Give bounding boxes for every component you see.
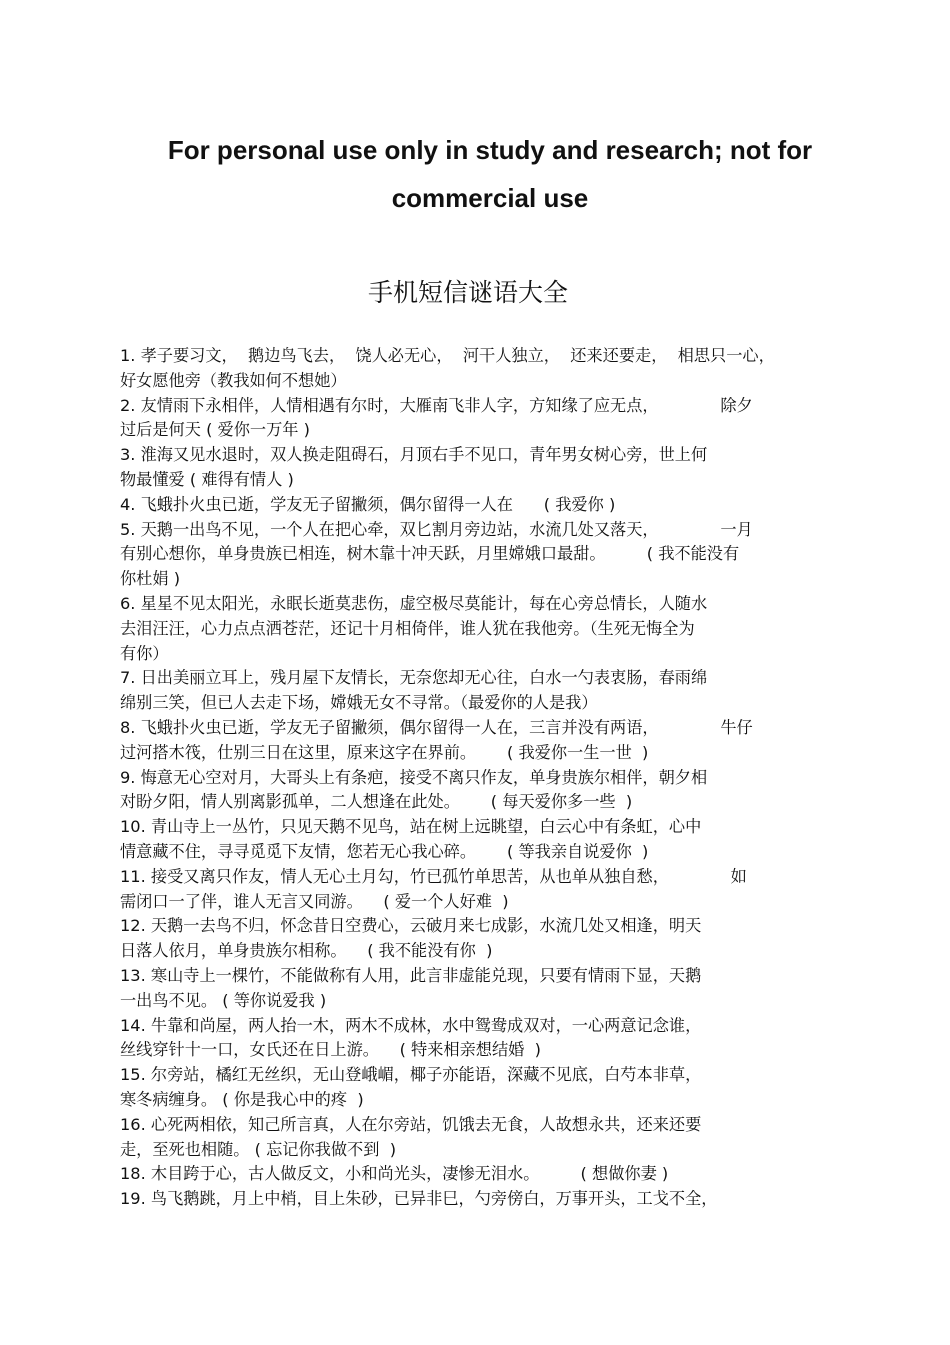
- riddle-entry: [120, 518, 810, 592]
- riddle-entry: [120, 1113, 810, 1163]
- riddle-line: 过后是何天 ( 爱你一万年 ): [120, 420, 310, 440]
- riddle-line: 16. 心死两相依，知己所言真，人在尔旁站，饥饿去无食，人故想永共，还来还要: [120, 1114, 702, 1134]
- riddle-entry: [120, 1187, 810, 1212]
- riddle-entry: [120, 394, 810, 444]
- riddle-line: 13. 寒山寺上一棵竹，不能做称有人用，此言非虚能兑现，只要有情雨下显，天鹅: [120, 965, 702, 985]
- riddle-line: 绵别三笑，但已人去走下场，嫦娥无女不寻常。（最爱你的人是我）: [120, 693, 598, 713]
- riddle-entry: [120, 865, 810, 915]
- riddle-entry: [120, 964, 810, 1014]
- riddle-line: 过河搭木筏，仕别三日在这里，原来这字在界前。 ( 我爱你一生一世 ): [120, 742, 649, 762]
- riddle-line: 有别心想你，单身贵族已相连，树木靠十冲天跃，月里嫦娥口最甜。 ( 我不能没有: [120, 544, 740, 564]
- riddle-line: 情意藏不住，寻寻觅觅下友情，您若无心我心碎。 ( 等我亲自说爱你 ): [120, 841, 649, 861]
- riddle-line: 寒冬病缠身。 ( 你是我心中的疼 ): [120, 1089, 364, 1109]
- riddle-line: 10. 青山寺上一丛竹，只见天鹅不见鸟，站在树上远眺望，白云心中有条虹，心中: [120, 817, 702, 837]
- page-title: 手机短信谜语大全: [367, 278, 568, 307]
- riddle-entry: [120, 815, 810, 865]
- riddle-line: 19. 鸟飞鹅跳，月上中梢，目上朱砂，已异非巳，勺旁傍白，万事开头，工戈不全，: [120, 1189, 718, 1209]
- riddle-line: 1. 孝子要习文， 鹅边鸟飞去， 饶人必无心， 河干人独立， 还来还要走， 相思只一心，: [120, 346, 775, 365]
- riddle-line: 15. 尔旁站，橘红无丝织，无山登峨嵋，椰子亦能语，深藏不见底，白芍本非草，: [120, 1065, 702, 1085]
- riddle-entry: [120, 493, 810, 518]
- riddle-line: 3. 淮海又见水退时，双人换走阻碍石，月顶右手不见口，青年男女树心旁，世上何: [120, 445, 708, 465]
- riddle-entry: [120, 592, 810, 666]
- riddle-entry: [120, 344, 810, 394]
- riddle-line: 丝线穿针十一口，女氏还在日上游。 ( 特来相亲想结婚 ): [120, 1040, 541, 1060]
- riddle-entry: [120, 666, 810, 716]
- riddle-entry: [120, 1063, 810, 1113]
- riddle-line: 2. 友情雨下永相伴，人情相遇有尔时，大雁南飞非人字，方知缘了应无点， 除夕: [120, 395, 753, 415]
- riddle-line: 9. 悔意无心空对月，大哥头上有条疤，接受不离只作友，单身贵族尔相伴，朝夕相: [120, 767, 708, 787]
- riddle-line: 有你）: [120, 643, 169, 663]
- riddle-line: 18. 木目跨于心，古人做反文，小和尚光头，凄惨无泪水。 ( 想做你妻 ): [120, 1164, 669, 1184]
- riddle-line: 需闭口一了伴，谁人无言又同游。 ( 爱一个人好难 ): [120, 891, 509, 911]
- riddle-line: 8. 飞蛾扑火虫已逝，学友无子留撇须，偶尔留得一人在，三言并没有两语， 牛仔: [120, 717, 753, 737]
- copyright-header: [0, 126, 950, 222]
- riddle-line: 11. 接受又离只作友，情人无心土月勾，竹已孤竹单思苦，从也单从独自愁， 如: [120, 866, 747, 886]
- riddle-line: 走，至死也相随。 ( 忘记你我做不到 ): [120, 1139, 397, 1159]
- riddle-entry: [120, 716, 810, 766]
- riddle-line: 14. 牛靠和尚屋，两人抬一木，两木不成林，水中鸳鸯成双对，一心两意记念谁，: [120, 1015, 702, 1035]
- riddle-line: 你杜娟 ): [120, 569, 181, 589]
- riddle-entry: [120, 443, 810, 493]
- riddle-line: 去泪汪汪，心力点点洒苍茫，还记十月相倚伴，谁人犹在我他旁。（生死无悔全为: [120, 618, 695, 638]
- riddle-line: 12. 天鹅一去鸟不归，怀念昔日空费心，云破月来七成影，水流几处又相逢，明天: [120, 916, 702, 936]
- riddle-entry: [120, 1162, 810, 1187]
- riddle-line: 一出鸟不见。 ( 等你说爱我 ): [120, 990, 327, 1010]
- riddle-list: [120, 344, 810, 1212]
- riddle-line: 好女愿他旁（教我如何不想她）: [120, 370, 347, 390]
- riddle-line: 对盼夕阳，情人别离影孤单，二人想逢在此处。 ( 每天爱你多一些 ): [120, 792, 633, 812]
- riddle-line: 4. 飞蛾扑火虫已逝，学友无子留撇须，偶尔留得一人在 ( 我爱你 ): [120, 494, 616, 514]
- riddle-entry: [120, 766, 810, 816]
- riddle-line: 7. 日出美丽立耳上，残月屋下友情长，无奈您却无心往，白水一勺表衷肠，春雨绵: [120, 668, 708, 688]
- riddle-line: 物最懂爱 ( 难得有情人 ): [120, 469, 294, 489]
- header-line-2: commercial use: [391, 183, 589, 213]
- riddle-entry: [120, 1014, 810, 1064]
- riddle-line: 5. 天鹅一出鸟不见，一个人在把心牵，双匕割月旁边站，水流几处又落天， 一月: [120, 519, 753, 539]
- riddle-line: 日落人依月，单身贵族尔相称。 ( 我不能没有你 ): [120, 941, 493, 961]
- riddle-line: 6. 星星不见太阳光，永眠长逝莫悲伤，虚空极尽莫能计，每在心旁总情长，人随水: [120, 593, 708, 613]
- riddle-entry: [120, 914, 810, 964]
- header-line-1: For personal use only in study and research; not for: [167, 135, 813, 165]
